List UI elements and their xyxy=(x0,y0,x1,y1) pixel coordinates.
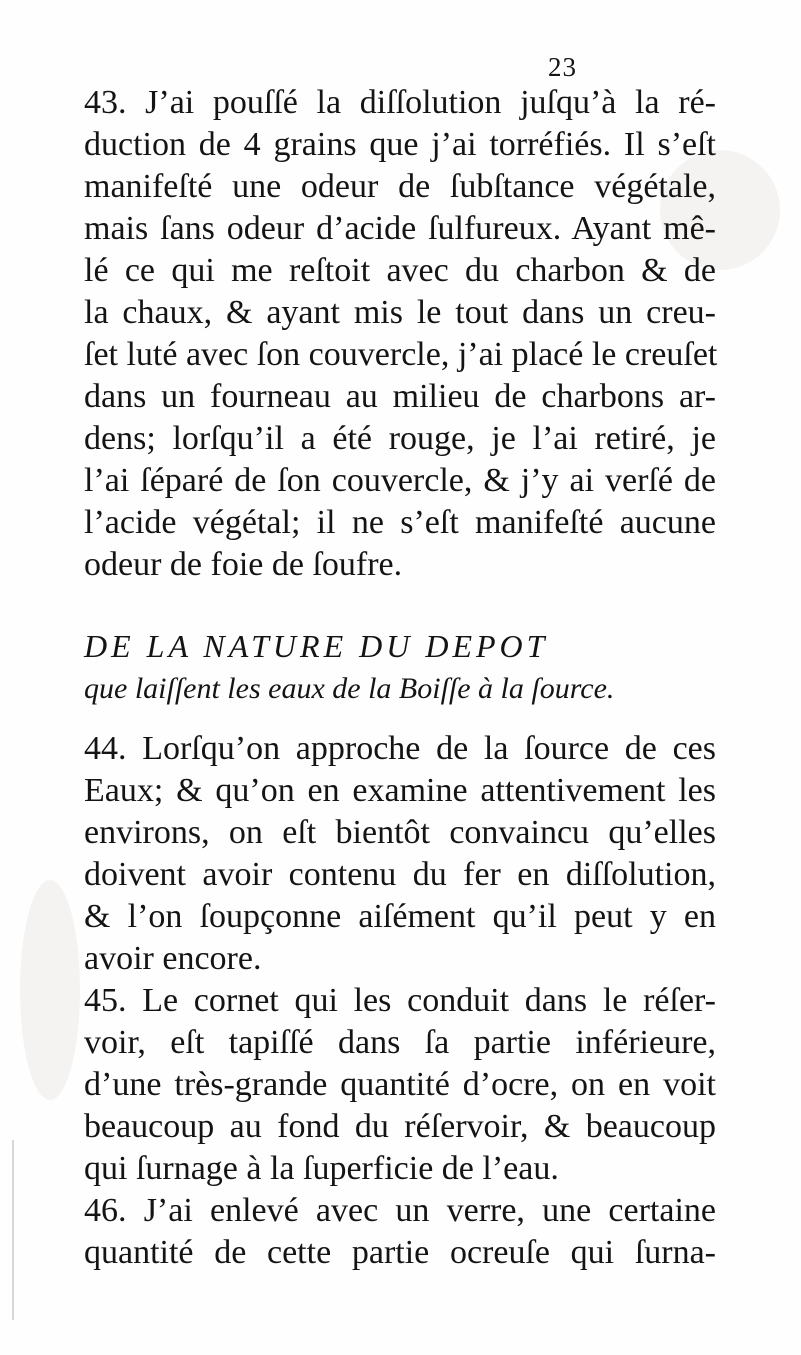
section-heading: DE LA NATURE DU DEPOT xyxy=(84,628,549,664)
text-line: l’acide végétal; il ne s’eſt manifeſté aucune xyxy=(84,504,716,541)
page-number: 23 xyxy=(548,52,577,82)
text-line: la chaux, & ayant mis le tout dans un creu- xyxy=(84,294,716,331)
text-line: mais ſans odeur d’acide ſulfureux. Ayant mê- xyxy=(84,210,716,247)
paragraph-43 xyxy=(84,82,716,586)
text-line: 43. J’ai pouſſé la diſſolution juſqu’à la ré- xyxy=(84,84,716,121)
text-line: doivent avoir contenu du fer en diſſolution, xyxy=(84,856,716,893)
text-line: dens; lorſqu’il a été rouge, je l’ai retiré, je xyxy=(84,420,716,457)
text-line: qui ſurnage à la ſuperficie de l’eau. xyxy=(84,1150,559,1187)
text-line: dans un fourneau au milieu de charbons ar- xyxy=(84,378,716,415)
text-line: quantité de cette partie ocreuſe qui ſurna- xyxy=(84,1234,716,1271)
paper-stain xyxy=(20,880,80,1100)
paragraph-45 xyxy=(84,980,716,1190)
text-line: ſet luté avec ſon couvercle, j’ai placé le creuſet xyxy=(84,336,718,373)
margin-mark xyxy=(12,1140,14,1320)
text-line: 46. J’ai enlevé avec un verre, une certaine xyxy=(84,1192,716,1229)
text-line: lé ce qui me reſtoit avec du charbon & de xyxy=(84,252,716,289)
text-line: manifeſté une odeur de ſubſtance végétale, xyxy=(84,168,716,205)
text-line: & l’on ſoupçonne aiſément qu’il peut y en xyxy=(84,898,716,935)
text-line: 44. Lorſqu’on approche de la ſource de ces xyxy=(84,730,716,767)
text-line: avoir encore. xyxy=(84,940,262,977)
paragraph-44 xyxy=(84,728,716,980)
text-line: duction de 4 grains que j’ai torréfiés. Il s’eſt xyxy=(84,126,716,163)
text-line: 45. Le cornet qui les conduit dans le réſer- xyxy=(84,982,716,1019)
text-line: l’ai ſéparé de ſon couvercle, & j’y ai verſé de xyxy=(84,462,716,499)
text-line: environs, on eſt bientôt convaincu qu’elles xyxy=(84,814,716,851)
text-line: beaucoup au fond du réſervoir, & beaucoup xyxy=(84,1108,716,1145)
text-line: odeur de foie de ſoufre. xyxy=(84,546,403,583)
section-subheading: que laiſſent les eaux de la Boiſſe à la ſource. xyxy=(84,672,615,705)
paragraph-46 xyxy=(84,1190,716,1274)
text-line: d’une très-grande quantité d’ocre, on en voit xyxy=(84,1066,716,1103)
text-line: voir, eſt tapiſſé dans ſa partie inférieure, xyxy=(84,1024,716,1061)
text-line: Eaux; & qu’on en examine attentivement les xyxy=(84,772,716,809)
